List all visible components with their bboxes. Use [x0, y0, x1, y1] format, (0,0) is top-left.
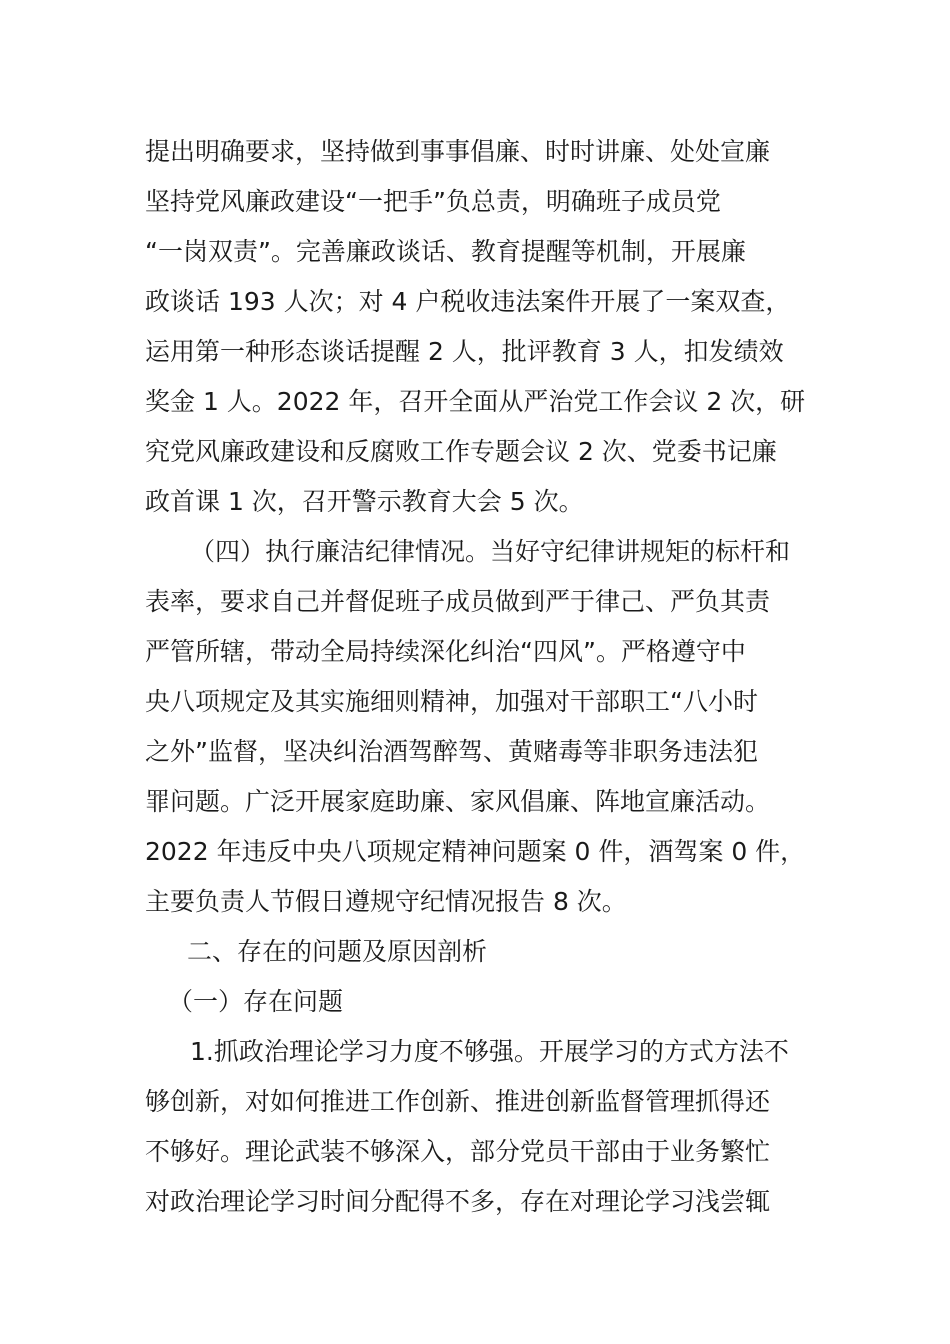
text-line: “一岗双责”。完善廉政谈话、教育提醒等机制，开展廉 — [145, 237, 746, 266]
text-line: 政首课 1 次，召开警示教育大会 5 次。 — [145, 487, 584, 516]
text-line: 提出明确要求，坚持做到事事倡廉、时时讲廉、处处宣廉 — [145, 137, 771, 166]
text-line: 够创新，对如何推进工作创新、推进创新监督管理抓得还 — [145, 1087, 771, 1116]
text-line: 究党风廉政建设和反腐败工作专题会议 2 次、党委书记廉 — [145, 437, 777, 466]
text-line: 表率，要求自己并督促班子成员做到严于律己、严负其责 — [145, 587, 771, 616]
text-line: 运用第一种形态谈话提醒 2 人，批评教育 3 人，扣发绩效 — [145, 337, 784, 366]
text-line: 主要负责人节假日遵规守纪情况报告 8 次。 — [145, 887, 627, 916]
text-line: 不够好。理论武装不够深入，部分党员干部由于业务繁忙 — [145, 1137, 771, 1166]
text-line: 央八项规定及其实施细则精神，加强对干部职工“八小时 — [145, 687, 758, 716]
text-line: 罪问题。广泛开展家庭助廉、家风倡廉、阵地宣廉活动。 — [145, 787, 771, 816]
text-line: 政谈话 193 人次；对 4 户税收违法案件开展了一案双查， — [145, 287, 791, 316]
text-line: 坚持党风廉政建设“一把手”负总责，明确班子成员党 — [145, 187, 721, 216]
text-line: 奖金 1 人。2022 年，召开全面从严治党工作会议 2 次，研 — [145, 387, 806, 416]
item-heading-1: 1.抓政治理论学习力度不够强。开展学习的方式方法不 — [190, 1037, 789, 1066]
chapter-heading-2: 二、存在的问题及原因剖析 — [187, 937, 488, 966]
text-line: 严管所辖，带动全局持续深化纠治“四风”。严格遵守中 — [145, 637, 746, 666]
subsection-heading-1: （一）存在问题 — [168, 987, 344, 1016]
text-line: 对政治理论学习时间分配得不多，存在对理论学习浅尝辄 — [145, 1187, 771, 1216]
text-line: 之外”监督，坚决纠治酒驾醉驾、黄赌毒等非职务违法犯 — [145, 737, 758, 766]
section-heading-4: （四）执行廉洁纪律情况。当好守纪律讲规矩的标杆和 — [190, 537, 791, 566]
text-line: 2022 年违反中央八项规定精神问题案 0 件，酒驾案 0 件， — [145, 837, 806, 866]
